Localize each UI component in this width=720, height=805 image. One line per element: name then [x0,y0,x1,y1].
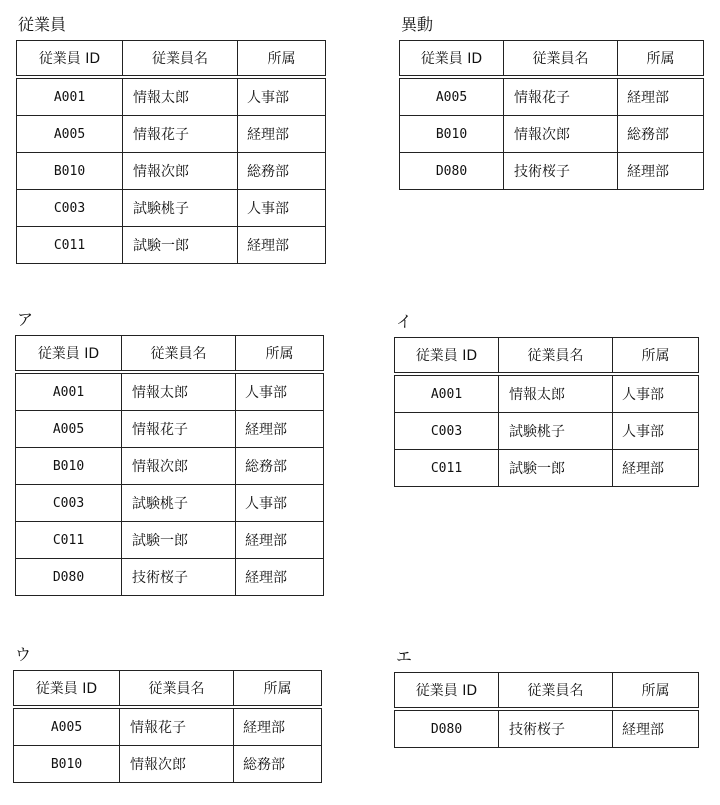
employee-name-cell: 情報花子 [122,411,236,448]
employee-id-cell: C003 [17,190,123,227]
department-cell: 経理部 [236,559,324,596]
table-row [395,450,699,487]
table-row [17,77,326,116]
column-header-employee-id: 従業員 ID [400,41,504,78]
table-row [17,153,326,190]
employee-id-cell: B010 [400,116,504,153]
header-row [395,673,699,710]
employee-id-cell: A001 [17,77,123,116]
employee-id-cell: A005 [14,707,120,746]
employee-id-cell: C003 [395,413,499,450]
employee-id-cell: B010 [17,153,123,190]
department-cell: 経理部 [236,522,324,559]
data-table [394,337,699,487]
table-caption: エ [396,647,413,666]
department-cell: 経理部 [238,116,326,153]
table-row [17,116,326,153]
employee-id-cell: C003 [16,485,122,522]
employee-name-cell: 情報次郎 [122,448,236,485]
employee-name-cell: 試験一郎 [499,450,613,487]
table-row [14,707,322,746]
column-header-employee-id: 従業員 ID [17,41,123,78]
employee-id-cell: A001 [16,372,122,411]
employee-name-cell: 試験一郎 [122,522,236,559]
column-header-department: 所属 [234,671,322,708]
table-caption: 従業員 [18,15,67,34]
employee-name-cell: 情報花子 [123,116,238,153]
table-row [16,411,324,448]
employee-name-cell: 情報太郎 [123,77,238,116]
table-row [14,746,322,783]
table-row [395,413,699,450]
table-caption: イ [396,312,413,331]
employee-name-cell: 情報次郎 [504,116,618,153]
data-table [394,672,699,748]
column-header-employee-name: 従業員名 [499,338,613,375]
department-cell: 人事部 [613,413,699,450]
column-header-department: 所属 [613,673,699,710]
department-cell: 人事部 [238,77,326,116]
employee-id-cell: C011 [395,450,499,487]
employees-table-block [16,15,326,264]
data-table [16,40,326,264]
column-header-employee-name: 従業員名 [504,41,618,78]
table-row [16,485,324,522]
department-cell: 人事部 [238,190,326,227]
table-row [395,374,699,413]
table-row [400,77,704,116]
column-header-employee-name: 従業員名 [499,673,613,710]
employee-name-cell: 技術桜子 [504,153,618,190]
department-cell: 総務部 [618,116,704,153]
employee-id-cell: A001 [395,374,499,413]
department-cell: 経理部 [234,707,322,746]
table-caption: ア [17,310,34,329]
header-row [14,671,322,708]
employee-id-cell: D080 [16,559,122,596]
employee-id-cell: C011 [17,227,123,264]
column-header-department: 所属 [238,41,326,78]
transfers-table-block [399,15,704,190]
employee-id-cell: A005 [17,116,123,153]
column-header-employee-name: 従業員名 [120,671,234,708]
employee-id-cell: C011 [16,522,122,559]
employee-name-cell: 情報太郎 [499,374,613,413]
column-header-employee-id: 従業員 ID [14,671,120,708]
department-cell: 経理部 [613,450,699,487]
department-cell: 経理部 [618,153,704,190]
employee-name-cell: 情報花子 [504,77,618,116]
employee-id-cell: D080 [400,153,504,190]
employee-name-cell: 技術桜子 [122,559,236,596]
department-cell: 総務部 [236,448,324,485]
table-row [16,522,324,559]
table-row [16,448,324,485]
option-e-table-block [394,647,699,748]
table-row [17,227,326,264]
column-header-department: 所属 [236,336,324,373]
table-row [16,372,324,411]
header-row [395,338,699,375]
table-row [400,153,704,190]
employee-name-cell: 情報次郎 [123,153,238,190]
table-row [17,190,326,227]
department-cell: 経理部 [618,77,704,116]
column-header-employee-id: 従業員 ID [395,673,499,710]
column-header-employee-name: 従業員名 [123,41,238,78]
data-table [13,670,322,783]
employee-name-cell: 情報花子 [120,707,234,746]
employee-id-cell: A005 [400,77,504,116]
department-cell: 総務部 [238,153,326,190]
employee-id-cell: B010 [14,746,120,783]
table-caption: ウ [15,645,32,664]
table-row [395,709,699,748]
employee-name-cell: 試験桃子 [123,190,238,227]
table-caption: 異動 [401,15,434,34]
column-header-employee-id: 従業員 ID [16,336,122,373]
employee-name-cell: 情報太郎 [122,372,236,411]
department-cell: 経理部 [236,411,324,448]
employee-id-cell: B010 [16,448,122,485]
employee-name-cell: 情報次郎 [120,746,234,783]
header-row [400,41,704,78]
option-i-table-block [394,312,699,487]
department-cell: 人事部 [613,374,699,413]
department-cell: 総務部 [234,746,322,783]
column-header-department: 所属 [618,41,704,78]
table-row [16,559,324,596]
department-cell: 経理部 [613,709,699,748]
employee-name-cell: 試験一郎 [123,227,238,264]
department-cell: 経理部 [238,227,326,264]
employee-name-cell: 試験桃子 [499,413,613,450]
header-row [16,336,324,373]
option-u-table-block [13,645,322,783]
employee-id-cell: D080 [395,709,499,748]
employee-name-cell: 試験桃子 [122,485,236,522]
department-cell: 人事部 [236,485,324,522]
column-header-employee-name: 従業員名 [122,336,236,373]
header-row [17,41,326,78]
data-table [15,335,324,596]
option-a-table-block [15,310,324,596]
column-header-department: 所属 [613,338,699,375]
data-table [399,40,704,190]
employee-name-cell: 技術桜子 [499,709,613,748]
employee-id-cell: A005 [16,411,122,448]
column-header-employee-id: 従業員 ID [395,338,499,375]
department-cell: 人事部 [236,372,324,411]
table-row [400,116,704,153]
